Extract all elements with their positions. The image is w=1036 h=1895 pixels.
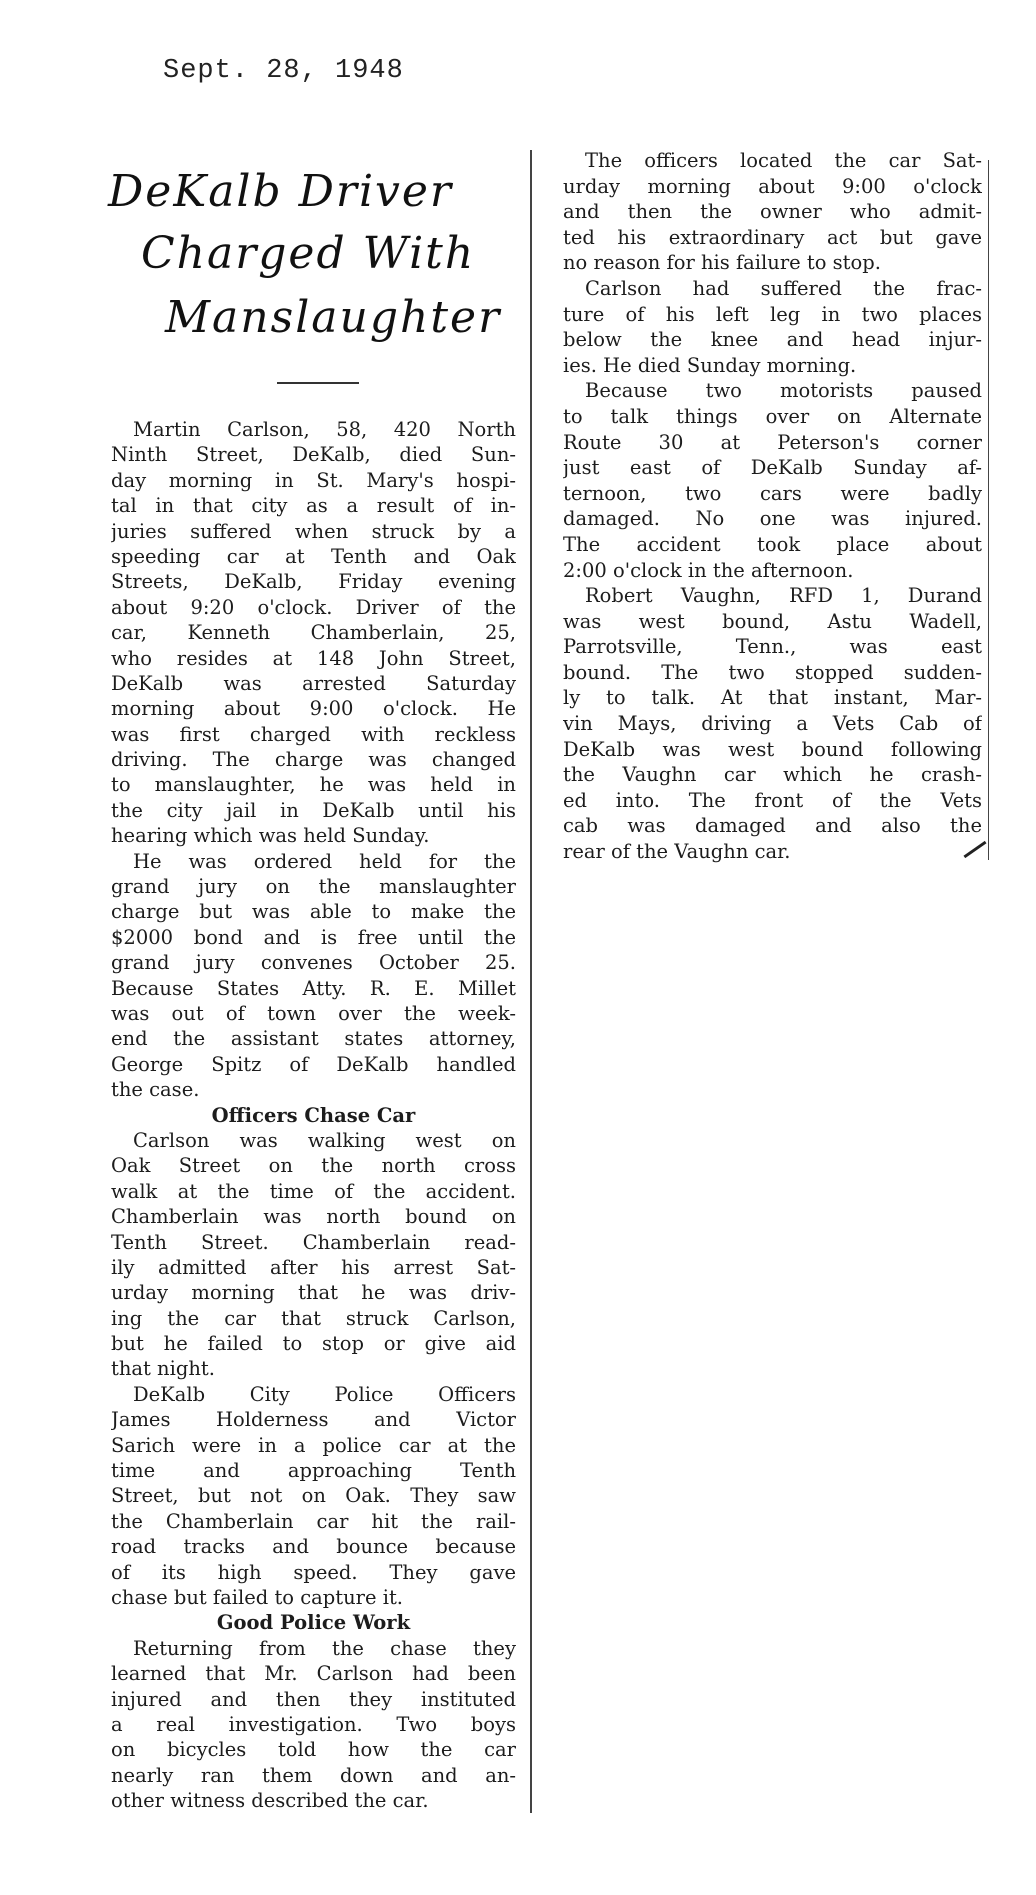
text-line: Parrotsville, Tenn., was east xyxy=(563,635,982,659)
paragraph xyxy=(111,417,516,849)
text-line: Chamberlain was north bound on xyxy=(111,1205,516,1229)
text-line: the Vaughn car which he crash- xyxy=(563,763,982,787)
text-line: a real investigation. Two boys xyxy=(111,1712,516,1736)
text-line: tal in that city as a result of in- xyxy=(111,494,516,518)
text-line: Sarich were in a police car at the xyxy=(111,1433,516,1457)
paragraph xyxy=(111,1636,516,1814)
text-line: below the knee and head injur- xyxy=(563,328,982,352)
text-line: on bicycles told how the car xyxy=(111,1738,516,1762)
text-line: 2:00 o'clock in the afternoon. xyxy=(563,558,854,582)
text-line: DeKalb City Police Officers xyxy=(133,1382,516,1406)
text-line: ed into. The front of the Vets xyxy=(563,788,982,812)
text-line: learned that Mr. Carlson had been xyxy=(111,1662,516,1686)
text-line: Carlson had suffered the frac- xyxy=(585,276,982,300)
text-line: rear of the Vaughn car. xyxy=(563,840,791,864)
text-line: Because States Atty. R. E. Millet xyxy=(111,976,516,1000)
paragraph xyxy=(111,1128,516,1382)
text-line: bound. The two stopped sudden- xyxy=(563,660,982,684)
text-line: about 9:20 o'clock. Driver of the xyxy=(111,595,516,619)
text-line: Streets, DeKalb, Friday evening xyxy=(111,570,516,594)
text-line: walk at the time of the accident. xyxy=(111,1179,516,1203)
text-line: ily admitted after his arrest Sat- xyxy=(111,1255,516,1279)
text-line: damaged. No one was injured. xyxy=(563,507,982,531)
text-line: injured and then they instituted xyxy=(111,1687,516,1711)
text-line: was out of town over the week- xyxy=(111,1001,516,1025)
text-line: ly to talk. At that instant, Mar- xyxy=(563,686,982,710)
text-line: ture of his left leg in two places xyxy=(563,302,982,326)
paragraph xyxy=(111,849,516,1103)
text-line: was first charged with reckless xyxy=(111,722,516,746)
text-line: driving. The charge was changed xyxy=(111,748,516,772)
text-line: Because two motorists paused xyxy=(585,379,982,403)
text-line: juries suffered when struck by a xyxy=(111,519,516,543)
paragraph xyxy=(563,378,982,583)
text-line: grand jury convenes October 25. xyxy=(111,951,516,975)
text-line: George Spitz of DeKalb handled xyxy=(111,1052,516,1076)
text-line: ted his extraordinary act but gave xyxy=(563,225,982,249)
column-divider xyxy=(530,150,532,1813)
article-date: Sept. 28, 1948 xyxy=(163,56,404,86)
text-line: end the assistant states attorney, xyxy=(111,1027,516,1051)
text-line: cab was damaged and also the xyxy=(563,814,982,838)
text-line: The officers located the car Sat- xyxy=(585,149,982,172)
text-line: Tenth Street. Chamberlain read- xyxy=(111,1230,516,1254)
headline-line-3: Manslaughter xyxy=(165,292,502,343)
text-line: the case. xyxy=(111,1078,200,1102)
left-column xyxy=(111,417,516,1813)
text-line: DeKalb was west bound following xyxy=(563,737,982,761)
text-line: car, Kenneth Chamberlain, 25, xyxy=(111,621,516,645)
right-column xyxy=(563,148,982,865)
text-line: Returning from the chase they xyxy=(133,1636,516,1660)
text-line: chase but failed to capture it. xyxy=(111,1585,403,1609)
subheading: Officers Chase Car xyxy=(211,1103,416,1127)
text-line: other witness described the car. xyxy=(111,1789,429,1813)
headline-line-1: DeKalb Driver xyxy=(108,166,453,217)
headline-divider xyxy=(277,382,359,384)
paragraph xyxy=(563,583,982,865)
text-line: Robert Vaughn, RFD 1, Durand xyxy=(585,584,982,608)
text-line: Oak Street on the north cross xyxy=(111,1154,516,1178)
text-line: grand jury on the manslaughter xyxy=(111,875,516,899)
paragraph xyxy=(563,148,982,276)
text-line: time and approaching Tenth xyxy=(111,1459,516,1483)
text-line: He was ordered held for the xyxy=(133,849,516,873)
text-line: vin Mays, driving a Vets Cab of xyxy=(563,712,982,736)
subheading: Good Police Work xyxy=(216,1611,411,1635)
text-line: to manslaughter, he was held in xyxy=(111,773,516,797)
text-line: ies. He died Sunday morning. xyxy=(563,353,857,377)
text-line: urday morning about 9:00 o'clock xyxy=(563,174,982,198)
text-line: the city jail in DeKalb until his xyxy=(111,798,516,822)
text-line: $2000 bond and is free until the xyxy=(111,925,516,949)
text-line: who resides at 148 John Street, xyxy=(111,646,516,670)
text-line: but he failed to stop or give aid xyxy=(111,1332,516,1356)
paragraph xyxy=(111,1382,516,1611)
text-line: ternoon, two cars were badly xyxy=(563,481,982,505)
headline-line-2: Charged With xyxy=(141,228,476,279)
text-line: Street, but not on Oak. They saw xyxy=(111,1484,516,1508)
text-line: and then the owner who admit- xyxy=(563,200,982,224)
text-line: ing the car that struck Carlson, xyxy=(111,1306,516,1330)
text-line: Martin Carlson, 58, 420 North xyxy=(133,418,516,441)
right-column-border xyxy=(988,160,989,860)
text-line: DeKalb was arrested Saturday xyxy=(111,671,516,695)
text-line: Route 30 at Peterson's corner xyxy=(563,430,982,454)
text-line: Ninth Street, DeKalb, died Sun- xyxy=(111,443,516,467)
text-line: Carlson was walking west on xyxy=(133,1128,516,1152)
text-line: day morning in St. Mary's hospi- xyxy=(111,468,516,492)
text-line: morning about 9:00 o'clock. He xyxy=(111,697,516,721)
text-line: James Holderness and Victor xyxy=(111,1408,516,1432)
paragraph xyxy=(563,276,982,378)
text-line: to talk things over on Alternate xyxy=(563,404,982,428)
text-line: speeding car at Tenth and Oak xyxy=(111,544,516,568)
text-line: no reason for his failure to stop. xyxy=(563,251,881,275)
text-line: just east of DeKalb Sunday af- xyxy=(563,456,982,480)
text-line: nearly ran them down and an- xyxy=(111,1763,516,1787)
text-line: urday morning that he was driv- xyxy=(111,1281,516,1305)
text-line: was west bound, Astu Wadell, xyxy=(563,609,982,633)
text-line: of its high speed. They gave xyxy=(111,1560,516,1584)
text-line: road tracks and bounce because xyxy=(111,1535,516,1559)
text-line: that night. xyxy=(111,1357,215,1381)
text-line: the Chamberlain car hit the rail- xyxy=(111,1509,516,1533)
text-line: hearing which was held Sunday. xyxy=(111,824,430,848)
text-line: The accident took place about xyxy=(563,532,982,556)
text-line: charge but was able to make the xyxy=(111,900,516,924)
